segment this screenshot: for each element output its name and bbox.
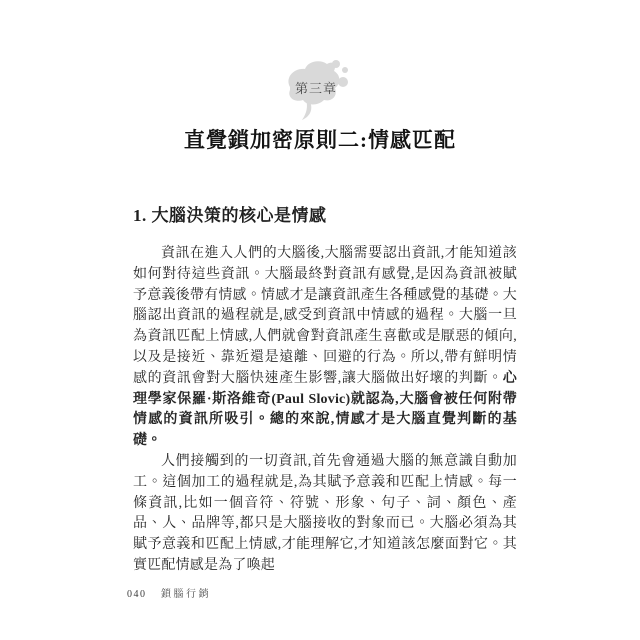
thought-bubble-dot bbox=[342, 67, 348, 73]
paragraph bbox=[133, 452, 517, 577]
paragraph-run-bold: 心理學家保羅·斯洛維奇(Paul Slovic)就認為,大腦會被任何附帶情感的資訊所吸引。總的來說,情感才是大腦直覺判斷的基礎。 bbox=[133, 370, 517, 449]
section-heading: 1. 大腦決策的核心是情感 bbox=[133, 206, 327, 225]
running-book-title: 鎖腦行銷 bbox=[161, 589, 211, 600]
body-text bbox=[133, 244, 517, 577]
thought-bubble-dot bbox=[332, 60, 340, 68]
paragraph bbox=[133, 244, 517, 452]
chapter-title: 直覺鎖加密原則二:情感匹配 bbox=[184, 128, 456, 152]
paragraph-run: 資訊在進入人們的大腦後,大腦需要認出資訊,才能知道該如何對待這些資訊。大腦最終對資訊有感覺,是因為資訊被賦予意義後帶有情感。情感才是讓資訊產生各種感覺的基礎。大腦認出資訊的過程就是,感受到資訊中情感的過程。大腦一旦為資訊匹配上情感,人們就會對資訊產生喜歡或是厭惡的傾向,以及是接近、靠近還是遠離、回避的行為。所以,帶有鮮明情感的資訊會對大腦快速產生影響,讓大腦做出好壞的判斷。 bbox=[133, 246, 517, 386]
page-number: 040 bbox=[127, 589, 147, 600]
page-footer bbox=[127, 585, 211, 600]
paragraph-run: 人們接觸到的一切資訊,首先會通過大腦的無意識自動加工。這個加工的過程就是,為其賦予意義和匹配上情感。每一條資訊,比如一個音符、符號、形象、句子、詞、顏色、產品、人、品牌等,都只是大腦接收的對象而已。大腦必須為其賦予意義和匹配上情感,才能理解它,才知道該怎麼面對它。其實匹配情感是為了喚起 bbox=[133, 453, 517, 573]
chapter-number-label: 第三章 bbox=[294, 81, 337, 96]
